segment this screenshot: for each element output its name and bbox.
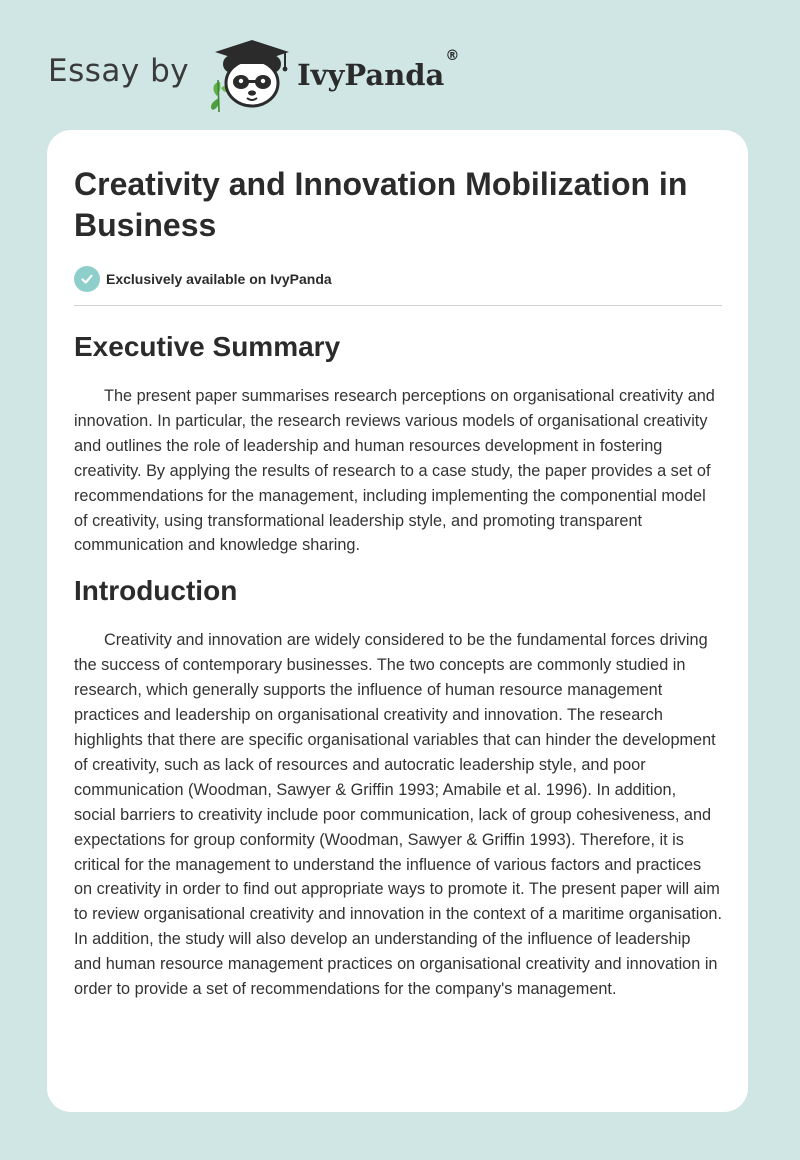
brand-prefix: Essay by	[48, 53, 190, 89]
brand-header	[48, 34, 459, 114]
essay-content	[74, 164, 722, 1002]
registered-mark: ®	[445, 48, 460, 64]
exclusive-label: Exclusively available on IvyPanda	[106, 271, 332, 287]
check-circle-icon	[74, 266, 100, 292]
section-heading-executive-summary: Executive Summary	[74, 331, 341, 362]
essay-card	[47, 130, 748, 1112]
section-heading-introduction: Introduction	[74, 575, 238, 607]
exclusive-badge	[74, 266, 722, 292]
brand-name[interactable]: IvyPanda®	[297, 48, 460, 92]
title-divider	[74, 305, 722, 306]
paragraph-introduction: Creativity and innovation are widely considered to be the fundamental forces driving the success of contemporary businesses. The two concepts are commonly studied in research, which generally supports the influence of human resource management practices and leadership on organisational creativity and innovation. The research highlights that there are specific organisational variables that can hinder the development of creativity, such as lack of resources and autocratic leadership style, and poor communication (Woodman, Sawyer & Griffin 1993; Amabile et al. 1996). In addition, social barriers to creativity include poor communication, lack of group cohesiveness, and expectations for group conformity (Woodman, Sawyer & Griffin 1993). Therefore, it is critical for the management to understand the influence of various factors and practices on creativity in order to find out appropriate ways to promote it. The present paper will aim to review organisational creativity and innovation in the context of a maritime organisation. In addition, the study will also develop an understanding of the influence of leadership and human resource management practices on organisational creativity and innovation in order to provide a set of recommendations for the company's management.	[74, 631, 722, 999]
paragraph-executive-summary: The present paper summarises research perceptions on organisational creativity and innovation. In particular, the research reviews various models of organisational creativity and outlines the role of leadership and human resources development in fostering creativity. By applying the results of research to a case study, the paper provides a set of recommendations for the management, including implementing the componential model of creativity, using transformational leadership style, and promoting transparent communication and knowledge sharing.	[74, 387, 715, 555]
panda-graduate-logo-icon[interactable]	[207, 36, 293, 112]
page-title: Creativity and Innovation Mobilization in Business	[74, 166, 688, 243]
